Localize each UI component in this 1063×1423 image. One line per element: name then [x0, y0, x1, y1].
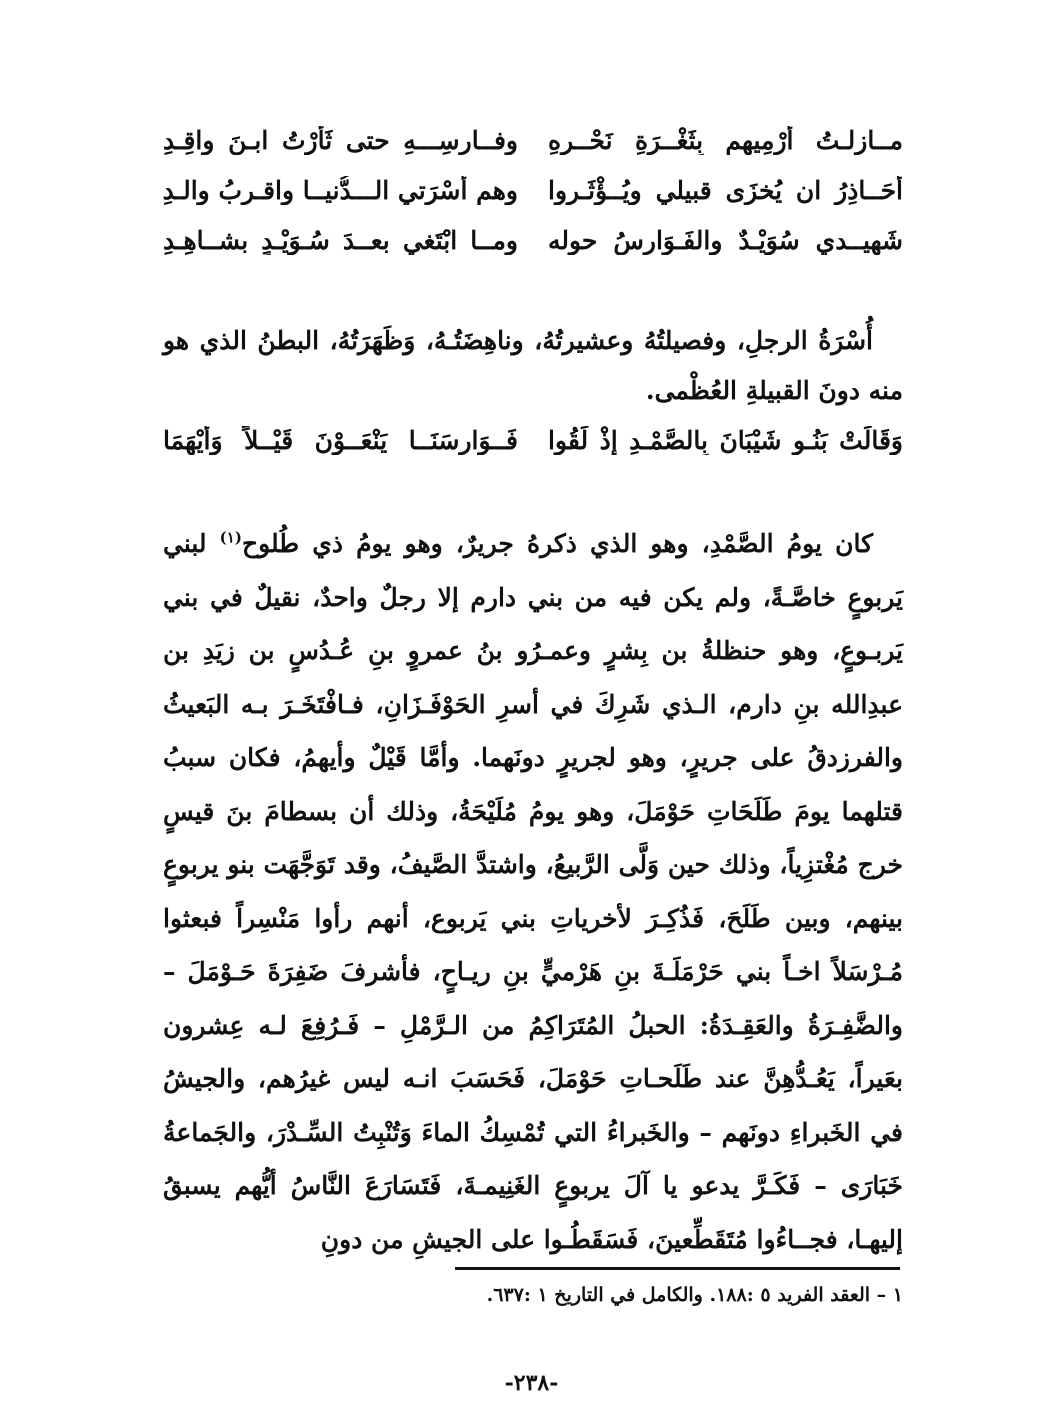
page-number: -٢٣٨-: [504, 1370, 559, 1396]
verse-first-hemistich: شَهيــدي سُوَيْـدٌ والفَـوَارِسُ حوله: [548, 225, 903, 255]
narrative-text-start: كان يومُ الصَّمْدِ، وهو الذي ذكرهُ جريرٌ، وهو يومُ ذي طُلوح: [241, 529, 873, 558]
verse-second-hemistich: وهم أُسْرَتي الـــدُّنيــا واقـربُ والـدِ: [163, 175, 518, 205]
poem-verse: [163, 168, 903, 212]
narrative-text-rest: لبني يَربوعٍ خاصَّـةً، ولم يكن فيه من بني دارم إلا رجلٌ واحدٌ، نقيلٌ في بني يَربـوعٍ، وهو حنظلةُ بن بِشرٍ وعمـرُو بنُ عمروٍ بنِ عُـدُسٍ بن زيَدِ بن عبدِالله بنِ دارم، الـذي شَرِكَ في أسرِ الحَوْفَـزَانِ، فـافْتَخَـرَ بـه البَعيثُ والفرزدقُ على جريرٍ، وهو لجريرٍ دونَهما. وأمَّا قَيْلٌ وأيهمُ، فكان سببُ قتلهما يومَ طَلَحَاتِ حَوْمَلَ، وهو يومُ مُلَيْحَةُ، وذلك أن بسطامَ بنَ قيسٍ خرج مُغْتزِياً، وذلك حين وَلَّى الرَّبيعُ، واشتدَّ الصَّيفُ، وقد تَوَجَّهَت بنو يربوعٍ بينهم، وبين طَلَحَ، فَذُكِـرَ لأخرياتِ بني يَربوع، أنهم رأوا مَنْسِراً فبعثوا مُـرْسَلاً اخـاً بني حَرْمَلَـةَ بنِ هَرْميٍّ بنِ ريـاحٍ، فأشرفَ ضَفِرَةَ حَـوْمَلَ – والضَّفِـرَةُ والعَقِـدَةُ: الحبلُ المُتَرَاكِمُ من الـرَّمْلِ – فَـرُفِعَ لـه عِشرون بعَيراً، يَعُـدُّهِنَّ عند طَلَحـاتِ حَوْمَلَ، فَحَسَبَ انـه ليس غيرُهم، والجيشُ في الخَبراءِ دونَهم – والخَبراءُ التي تُمْسِكُ الماءَ وَتُنْبِتُ السِّـدْرَ، والجَماعةُ خَبَارَى – فَكَـرَّ يدعو يا آلَ يربوعٍ الغَنِيمـةَ، فَتَسَارَعَ النَّاسُ أيُّهم يسبقُ إليهـا، فجــاءُوا مُتَقَطِّعينَ، فَسَقَطُـوا على الجيشِ من دونِ: [163, 529, 903, 1254]
verse-second-hemistich: فَــوَارِسَنَــا يَنْعَــوْنَ قَيْــلاً وَأَيْهَمَا: [163, 425, 518, 455]
poem-verse: [163, 118, 903, 162]
poem-verse: [163, 218, 903, 262]
footnote: ١ – العقد الفريد ٥ :١٨٨. والكامل في التاريخ ١ :٦٣٧.: [486, 1284, 903, 1306]
verse-second-hemistich: ومــا ابْتَغي بعــدَ سُـوَيْـدٍ بشــاهِـدِ: [163, 225, 518, 255]
verse-second-hemistich: وفــارِسِـــهِ حتى ثَأَرْتُ ابـنَ واقِـدِ: [163, 125, 518, 155]
poem-verse: [163, 418, 903, 462]
footnote-divider: [455, 1267, 900, 1270]
verse-first-hemistich: وَقَالَتْ بَنُـو شَيْبَانَ بِالصَّمْـدِ إِذْ لَقُوا: [548, 425, 903, 455]
footnote-reference: (١): [219, 528, 242, 547]
verse-first-hemistich: أُحَــاذِرُ ان يُخزَى قبيلي ويُــؤْثَـروا: [548, 175, 903, 205]
narrative-paragraph: [163, 517, 903, 1266]
verse-first-hemistich: مــازلـتُ أَرْمِيهم بِثَغْــرَةِ نَحْــرِهِ: [548, 125, 903, 155]
gloss-paragraph: أُسْرَةُ الرجلِ، وفصيلتُهُ وعشيرتُهُ، وناهِضَتُـهُ، وَظَهَرَتُهُ، البطنُ الذي هو منه دونَ القبيلةِ العُظْمى.: [163, 326, 903, 405]
